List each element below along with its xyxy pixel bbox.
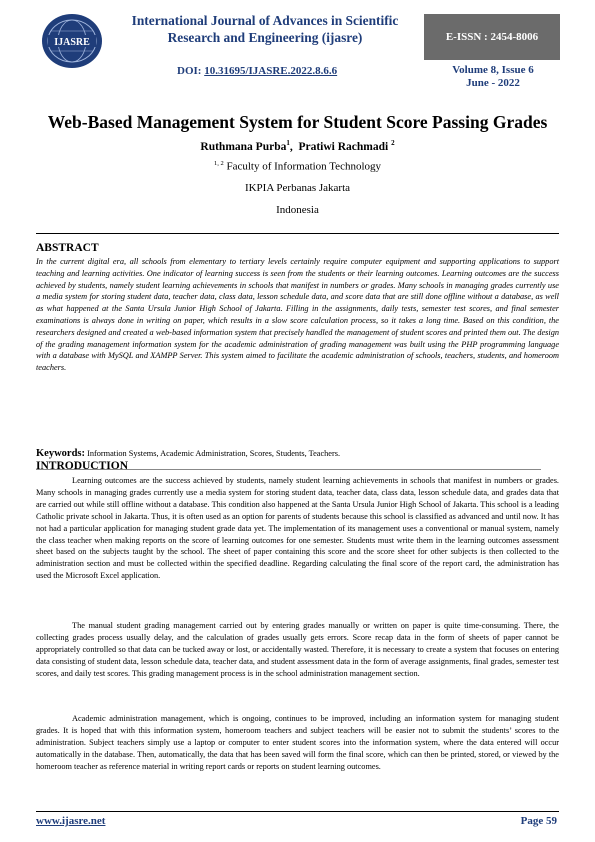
doi-link[interactable]: 10.31695/IJASRE.2022.8.6.6 xyxy=(204,65,338,77)
volume-issue: Volume 8, Issue 6 xyxy=(452,64,534,76)
affil-sup: 1, 2 xyxy=(213,160,224,167)
issue-date: June - 2022 xyxy=(466,77,520,89)
page-number: Page 59 xyxy=(520,815,557,827)
author-1: Ruthmana Purba xyxy=(200,140,287,153)
affiliation-country: Indonesia xyxy=(276,204,319,216)
author-2: Pratiwi Rachmadi xyxy=(298,140,389,153)
footer-divider xyxy=(36,811,559,812)
keywords-list: Information Systems, Academic Administration, Scores, Students, Teachers. xyxy=(87,449,341,458)
keywords-label: Keywords: xyxy=(36,448,85,459)
affiliation-faculty xyxy=(0,160,595,173)
journal-title: International Journal of Advances in Scientific Research and Engineering (ijasre) xyxy=(131,13,399,45)
keywords-line xyxy=(36,448,559,459)
footer-website-link[interactable]: www.ijasre.net xyxy=(36,815,106,827)
intro-paragraph-3: Academic administration management, which is ongoing, continues to be improved, including an information system for managing student grades. It is hoped that with this information system, homeroom teachers and subject teachers will be easier not to submit the students’ scores to the administration. Subject teachers simply use a laptop or computer to enter student scores into the information system, where the data entered will occur automatically in the database. Then, automatically, the data that has been saved will form the final score, which can then be printed, stored, or viewed by the homeroom teacher as reference material in writing report cards or reports on student learning outcomes. xyxy=(36,714,559,771)
abstract-heading: ABSTRACT xyxy=(36,242,99,254)
doi-label: DOI: xyxy=(177,65,205,77)
doi-line xyxy=(177,65,337,77)
author-2-sup: 2 xyxy=(391,139,395,147)
intro-paragraph-1: Learning outcomes are the success achieved by students, namely student learning achievements in schools that manifest in numbers or grades. Many schools in managing grades currently use a media system for storing student data, teacher data, class data, lesson schedule data, and grades data that are carried out while still offline without a database. This condition also happened at the Santa Ursula Junior High School of Jakarta. This school is a leading Catholic private school in Jakarta. Thus, it is often used as an option for parents of students because this school is classified as advanced and until now. It has not had a particular application for managing student grade data yet. The implementation of its management uses a conventional or manual system, namely the class teacher when making reports on the score of learning outcomes for one semester. Students must write them in the learning outcomes assessment sheet based on the subjects taught by the school. The sheet of paper containing this score and the score sheet for other subjects is then collected to the administration section and must be collected within the specified deadline. Regarding calculating the final score of the report card, the administration has used the Microsoft Excel application. xyxy=(36,476,559,581)
divider-top xyxy=(36,233,559,234)
volume-info xyxy=(430,64,556,90)
abstract-body: In the current digital era, all schools from elementary to tertiary levels certainly require computer equipment and supporting applications to support teaching and learning activities. One indicator of learning success is seen from the students or their learning outcomes. Learning outcomes are the success achieved by students, namely student learning achievements in schools that manifest in numbers or grades. Many schools in managing grades currently use a media system for storing student data, teacher data, class data, lesson schedule data, and score data that are still done offline without a database, as well as what happened at the Santa Ursula Junior High School of Jakarta. Filling in the assignments, daily tests, semester test scores, and final semester examinations is always done in writing on paper, which results in a slow score calculation process, so it takes a long time. Based on this condition, the researchers designed and created a web-based information system that precisely handled the management of student scores and printed them out. The design of the grading management information system for the academic administration of grading management was built using the PHP programming language with a database with MySQL and XAMPP Server. This system aimed to facilitate the academic administration of schools, teachers, students, and homeroom teachers. xyxy=(36,257,559,373)
logo-text: IJASRE xyxy=(54,37,90,48)
author-line: Ruthmana Purba$^1$, Pratiwi Rachmadi $^2$ xyxy=(200,139,395,153)
paper-title: Web-Based Management System for Student Score Passing Grades xyxy=(47,112,548,132)
affiliation-institution: IKPIA Perbanas Jakarta xyxy=(244,182,351,194)
author-1-sup: 1 xyxy=(286,139,290,147)
issn-badge: E-ISSN : 2454-8006 xyxy=(424,14,560,60)
faculty-name: Faculty of Information Technology xyxy=(226,160,382,173)
journal-logo xyxy=(37,10,107,72)
intro-paragraph-2: The manual student grading management carried out by entering grades manually or written on paper is quite time-consuming. There, the collecting grades process usually delay, and the calculation of grades usually gets errors. Score recap data in the form of sheets of paper cannot be appropriately controlled so that data can be tucked away or lost, or accidentally wasted. Therefore, it is necessary to create a system that focuses on entering data consisting of student data, lesson schedule data, teacher data, and student assessment data in the form of average assignments, final grades, semester test scores, and daily test scores. This grading management process is in the school administration management section. xyxy=(36,621,559,678)
introduction-heading: INTRODUCTION xyxy=(36,460,129,472)
